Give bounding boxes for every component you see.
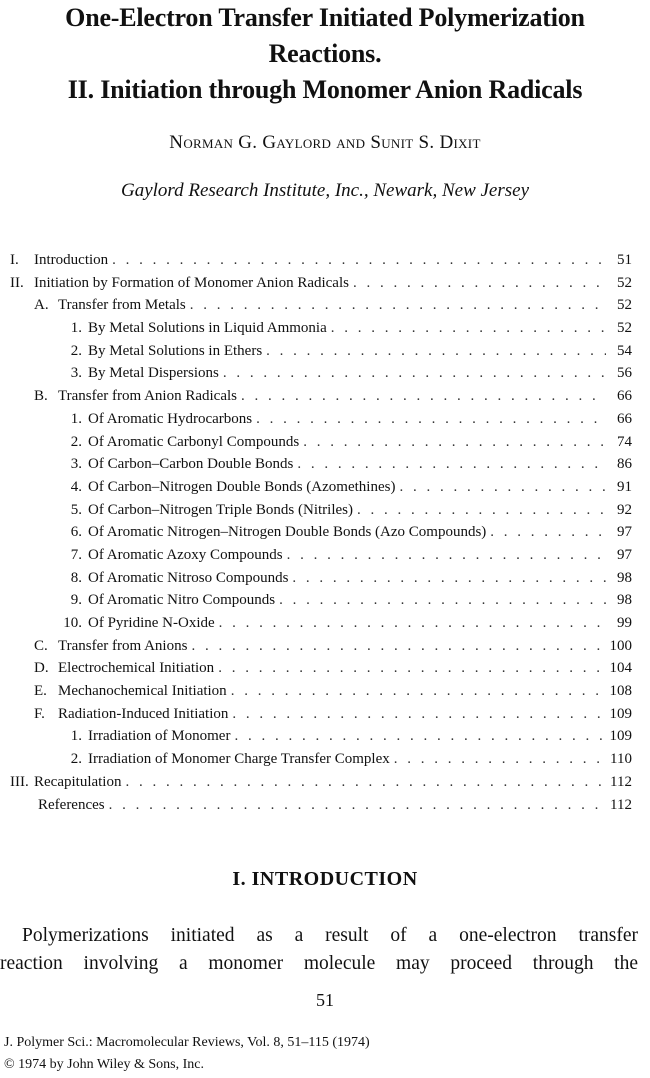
- toc-entry: 4. Of Carbon–Nitrogen Double Bonds (Azomethines) . . . 91: [10, 479, 632, 502]
- toc-entry: I. Introduction . . . 51: [10, 252, 632, 275]
- affiliation: Gaylord Research Institute, Inc., Newark, New Jersey: [120, 180, 530, 201]
- title-line-3: II. Initiation through Monomer Anion Radicals: [67, 75, 583, 104]
- toc-entry: 9. Of Aromatic Nitro Compounds . . . 98: [10, 592, 632, 615]
- footer: [4, 1032, 370, 1076]
- section-heading: I. INTRODUCTION: [232, 868, 418, 890]
- page-number: 51: [316, 990, 334, 1010]
- toc-entry: D. Electrochemical Initiation . . . 104: [10, 660, 632, 683]
- toc-entry: 3. By Metal Dispersions . . . 56: [10, 365, 632, 388]
- toc-entry: References . . . 112: [10, 797, 632, 820]
- toc-entry: 2. By Metal Solutions in Ethers . . . 54: [10, 343, 632, 366]
- copyright: © 1974 by John Wiley & Sons, Inc.: [4, 1057, 204, 1072]
- toc-entry: 10. Of Pyridine N-Oxide . . . 99: [10, 615, 632, 638]
- toc-entry: F. Radiation-Induced Initiation . . . 109: [10, 706, 632, 729]
- title-line-2: Reactions.: [268, 39, 382, 68]
- journal-citation: J. Polymer Sci.: Macromolecular Reviews, Vol. 8, 51–115 (1974): [4, 1035, 370, 1050]
- toc-entry: 1. Irradiation of Monomer . . . 109: [10, 728, 632, 751]
- toc-entry: 8. Of Aromatic Nitroso Compounds . . . 98: [10, 570, 632, 593]
- toc-entry: E. Mechanochemical Initiation . . . 108: [10, 683, 632, 706]
- toc-entry: 5. Of Carbon–Nitrogen Triple Bonds (Nitriles) . . . 92: [10, 502, 632, 525]
- toc-entry: 2. Of Aromatic Carbonyl Compounds . . . 74: [10, 434, 632, 457]
- toc-entry: C. Transfer from Anions . . . 100: [10, 638, 632, 661]
- table-of-contents: [10, 252, 632, 819]
- toc-entry: 3. Of Carbon–Carbon Double Bonds . . . 86: [10, 456, 632, 479]
- body-paragraph: [0, 922, 638, 978]
- toc-entry: 7. Of Aromatic Azoxy Compounds . . . 97: [10, 547, 632, 570]
- authors: Norman G. Gaylord and Sunit S. Dixit: [169, 132, 481, 153]
- toc-entry: III. Recapitulation . . . 112: [10, 774, 632, 797]
- toc-entry: A. Transfer from Metals . . . 52: [10, 297, 632, 320]
- toc-entry: II. Initiation by Formation of Monomer Anion Radicals . . . 52: [10, 275, 632, 298]
- title-line-1: One-Electron Transfer Initiated Polymerization: [65, 3, 585, 32]
- body-line-2: reaction involving a monomer molecule may proceed through the: [0, 953, 638, 974]
- body-line-1: Polymerizations initiated as a result of a one-electron transfer: [22, 925, 638, 946]
- toc-entry: 1. By Metal Solutions in Liquid Ammonia . . . 52: [10, 320, 632, 343]
- article-title: [0, 0, 650, 108]
- toc-entry: 6. Of Aromatic Nitrogen–Nitrogen Double Bonds (Azo Compounds) . . . 97: [10, 524, 632, 547]
- toc-entry: 1. Of Aromatic Hydrocarbons . . . 66: [10, 411, 632, 434]
- toc-entry: B. Transfer from Anion Radicals . . . 66: [10, 388, 632, 411]
- toc-entry: 2. Irradiation of Monomer Charge Transfer Complex . . . 110: [10, 751, 632, 774]
